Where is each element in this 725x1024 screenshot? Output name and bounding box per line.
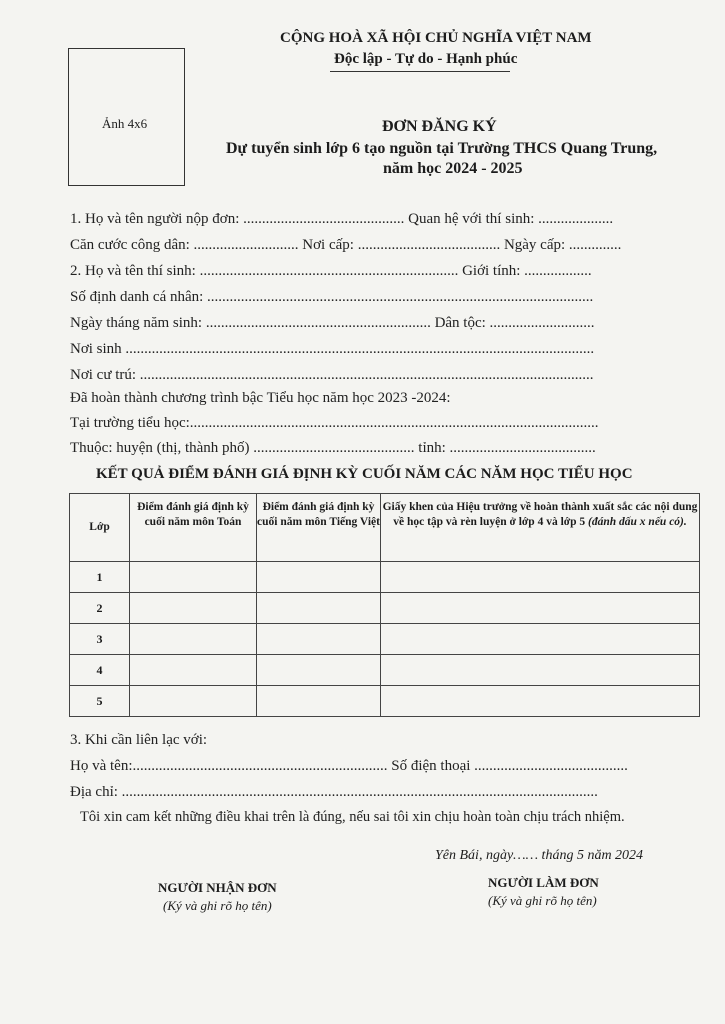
certificate-cell[interactable]: [381, 686, 700, 717]
commitment-statement: Tôi xin cam kết những điều khai trên là đúng, nếu sai tôi xin chịu hoàn toàn chịu trách nhiệm.: [80, 809, 625, 825]
grade-cell: 1: [70, 562, 130, 593]
math-score-cell[interactable]: [130, 655, 257, 686]
receiver-title: NGƯỜI NHẬN ĐƠN: [158, 880, 277, 895]
national-title: CỘNG HOÀ XÃ HỘI CHỦ NGHĨA VIỆT NAM: [280, 30, 592, 46]
header-certificate-note: (đánh dấu x nếu có).: [588, 516, 687, 528]
table-row: [70, 655, 700, 686]
table-row: [70, 624, 700, 655]
certificate-cell[interactable]: [381, 593, 700, 624]
field-personal-id[interactable]: Số định danh cá nhân: .......................................................................................................: [70, 289, 594, 305]
math-score-cell[interactable]: [130, 624, 257, 655]
place-date-line: Yên Bái, ngày…… tháng 5 năm 2024: [435, 848, 644, 863]
form-subtitle: Dự tuyển sinh lớp 6 tạo nguồn tại Trường THCS Quang Trung,: [226, 140, 658, 157]
field-birth-place[interactable]: Nơi sinh .............................................................................................................................: [70, 341, 595, 357]
header-math-score: Điểm đánh giá định kỳ cuối năm môn Toán: [130, 494, 257, 562]
field-birth-date[interactable]: Ngày tháng năm sinh: ............................................................ Dân tộc: ............................: [70, 315, 595, 331]
motto-underline: [330, 71, 510, 72]
field-candidate-name[interactable]: 2. Họ và tên thí sinh: ..................................................................... Giới tính: ..................: [70, 263, 592, 279]
photo-label: Ảnh 4x6: [102, 116, 148, 131]
form-school-year: năm học 2024 - 2025: [383, 160, 523, 177]
header-vietnamese-score: Điểm đánh giá định kỳ cuối năm môn Tiếng Việt: [257, 494, 381, 562]
contact-section-label: 3. Khi cần liên lạc với:: [70, 732, 208, 748]
results-table: [69, 493, 700, 717]
results-section-title: KẾT QUẢ ĐIỂM ĐÁNH GIÁ ĐỊNH KỲ CUỐI NĂM CÁC NĂM HỌC TIỂU HỌC: [96, 466, 633, 482]
vietnamese-score-cell[interactable]: [257, 593, 381, 624]
vietnamese-score-cell[interactable]: [257, 624, 381, 655]
header-certificate: Giấy khen của Hiệu trưởng về hoàn thành xuất sắc các nội dung về học tập và rèn luyện ở lớp 4 và lớp 5 (đánh dấu x nếu có).: [381, 494, 700, 562]
field-contact-name-phone[interactable]: Họ và tên:.................................................................... Số điện thoại .........................................: [70, 758, 628, 774]
applicant-sign-note: (Ký và ghi rõ họ tên): [488, 893, 597, 908]
vietnamese-score-cell[interactable]: [257, 686, 381, 717]
field-district-province[interactable]: Thuộc: huyện (thị, thành phố) ........................................... tỉnh: .......................................: [70, 440, 596, 456]
certificate-cell[interactable]: [381, 655, 700, 686]
applicant-title: NGƯỜI LÀM ĐƠN: [488, 875, 599, 890]
field-citizen-id[interactable]: Căn cước công dân: ............................ Nơi cấp: ...................................... Ngày cấp: ..............: [70, 237, 622, 253]
results-header-row: [70, 494, 700, 562]
table-row: [70, 686, 700, 717]
table-row: [70, 593, 700, 624]
field-residence[interactable]: Nơi cư trú: .........................................................................................................................: [70, 367, 594, 383]
math-score-cell[interactable]: [130, 686, 257, 717]
math-score-cell[interactable]: [130, 593, 257, 624]
vietnamese-score-cell[interactable]: [257, 562, 381, 593]
grade-cell: 3: [70, 624, 130, 655]
form-title: ĐƠN ĐĂNG KÝ: [382, 118, 497, 135]
national-motto: Độc lập - Tự do - Hạnh phúc: [334, 51, 518, 67]
field-contact-address[interactable]: Địa chỉ: ...............................................................................................................................: [70, 784, 598, 800]
primary-completion-label: Đã hoàn thành chương trình bậc Tiểu học năm học 2023 -2024:: [70, 390, 451, 406]
field-primary-school[interactable]: Tại trường tiểu học:.............................................................................................................: [70, 415, 599, 431]
header-grade: Lớp: [70, 494, 130, 562]
grade-cell: 5: [70, 686, 130, 717]
table-row: [70, 562, 700, 593]
vietnamese-score-cell[interactable]: [257, 655, 381, 686]
math-score-cell[interactable]: [130, 562, 257, 593]
field-applicant-name[interactable]: 1. Họ và tên người nộp đơn: ........................................... Quan hệ với thí sinh: ....................: [70, 211, 614, 227]
receiver-sign-note: (Ký và ghi rõ họ tên): [163, 898, 272, 913]
grade-cell: 4: [70, 655, 130, 686]
certificate-cell[interactable]: [381, 624, 700, 655]
grade-cell: 2: [70, 593, 130, 624]
certificate-cell[interactable]: [381, 562, 700, 593]
